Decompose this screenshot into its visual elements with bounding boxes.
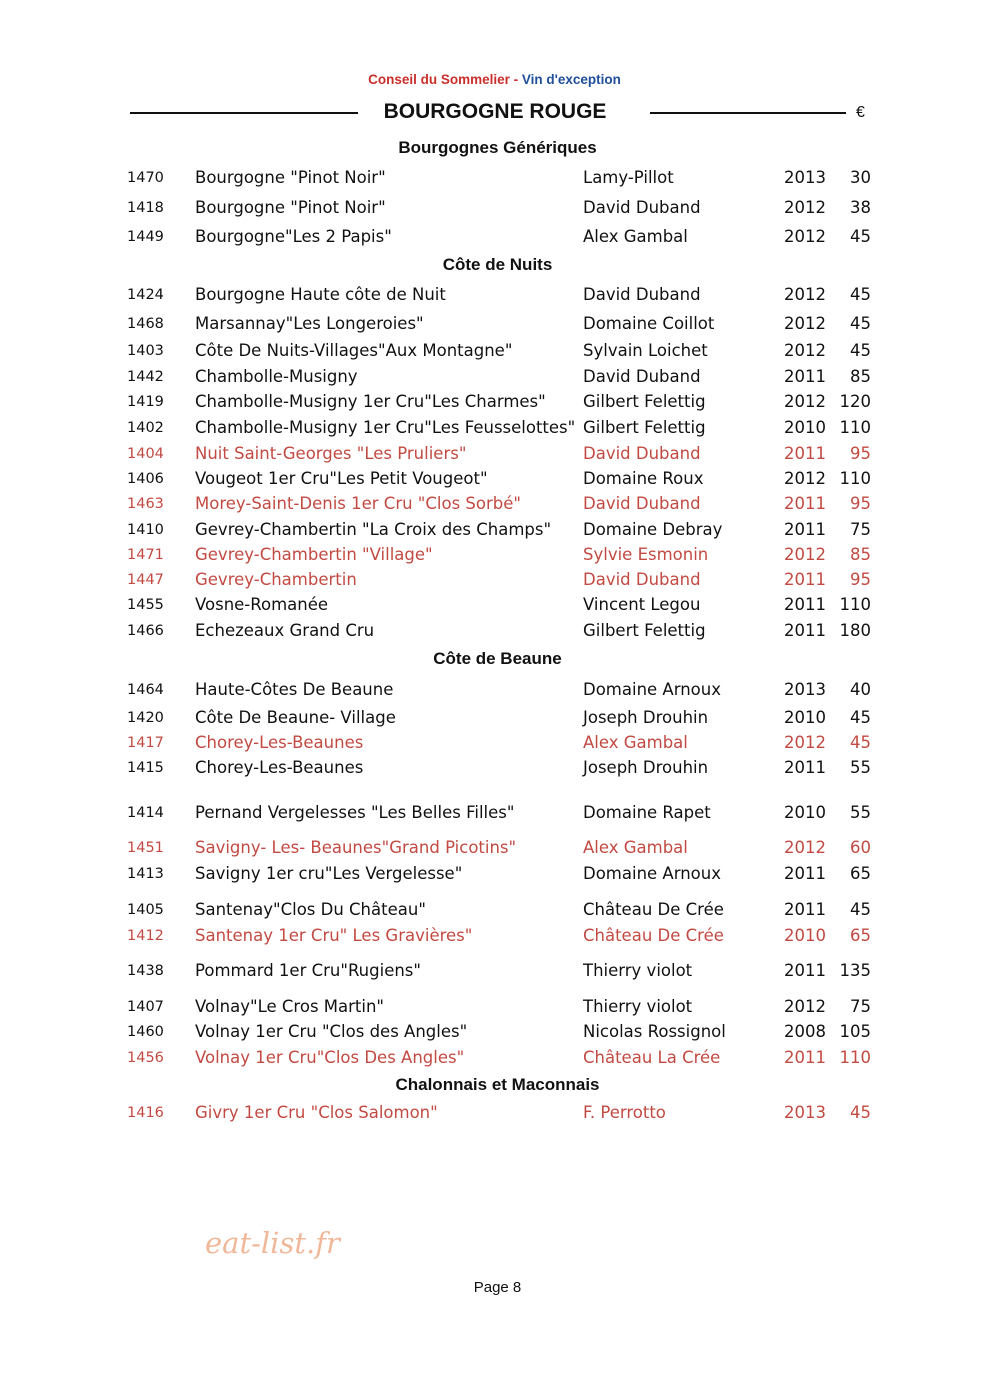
wine-row	[0, 926, 989, 948]
wine-ref: 1471	[127, 547, 164, 563]
wine-row	[0, 733, 989, 755]
wine-price: 45	[850, 733, 871, 752]
wine-year: 2012	[784, 341, 826, 360]
wine-producer: Lamy-Pillot	[583, 168, 674, 187]
wine-price: 65	[850, 926, 871, 945]
wine-ref: 1420	[127, 710, 164, 726]
wine-name: Marsannay"Les Longeroies"	[195, 314, 424, 333]
wine-producer: Domaine Arnoux	[583, 680, 721, 699]
wine-producer: Château La Crée	[583, 1048, 721, 1067]
wine-name: Santenay"Clos Du Château"	[195, 900, 426, 919]
wine-year: 2012	[784, 469, 826, 488]
wine-year: 2008	[784, 1022, 826, 1041]
title-rule-left	[130, 112, 358, 114]
wine-name: Bourgogne"Les 2 Papis"	[195, 227, 392, 246]
wine-producer: Domaine Roux	[583, 469, 704, 488]
wine-year: 2012	[784, 838, 826, 857]
wine-price: 110	[839, 469, 871, 488]
wine-year: 2011	[784, 570, 826, 589]
wine-year: 2012	[784, 314, 826, 333]
wine-year: 2011	[784, 864, 826, 883]
wine-row	[0, 900, 989, 922]
wine-year: 2013	[784, 1103, 826, 1122]
wine-price: 45	[850, 341, 871, 360]
wine-producer: Alex Gambal	[583, 733, 688, 752]
wine-price: 110	[839, 418, 871, 437]
wine-name: Bourgogne Haute côte de Nuit	[195, 285, 446, 304]
wine-year: 2012	[784, 997, 826, 1016]
wine-ref: 1407	[127, 999, 164, 1015]
wine-ref: 1460	[127, 1024, 164, 1040]
wine-year: 2011	[784, 444, 826, 463]
wine-year: 2011	[784, 367, 826, 386]
wine-row	[0, 367, 989, 389]
wine-row	[0, 341, 989, 363]
wine-name: Chambolle-Musigny	[195, 367, 358, 386]
wine-ref: 1404	[127, 446, 164, 462]
wine-ref: 1403	[127, 343, 164, 359]
wine-row	[0, 198, 989, 220]
wine-price: 30	[850, 168, 871, 187]
wine-ref: 1470	[127, 170, 164, 186]
wine-producer: Château De Crée	[583, 900, 724, 919]
wine-row	[0, 444, 989, 466]
wine-name: Gevrey-Chambertin	[195, 570, 357, 589]
wine-year: 2012	[784, 392, 826, 411]
wine-producer: Thierry violot	[583, 997, 693, 1016]
wine-row	[0, 469, 989, 491]
wine-producer: Domaine Arnoux	[583, 864, 721, 883]
wine-ref: 1424	[127, 287, 164, 303]
wine-row	[0, 570, 989, 592]
wine-ref: 1416	[127, 1105, 164, 1121]
wine-name: Vosne-Romanée	[195, 595, 329, 614]
wine-price: 38	[850, 198, 871, 217]
wine-price: 85	[850, 545, 871, 564]
section-title-cote-de-nuits: Côte de Nuits	[442, 255, 553, 274]
wine-ref: 1455	[127, 597, 164, 613]
wine-ref: 1442	[127, 369, 164, 385]
wine-ref: 1413	[127, 866, 164, 882]
wine-producer: David Duband	[583, 570, 701, 589]
wine-producer: David Duband	[583, 494, 701, 513]
wine-ref: 1468	[127, 316, 164, 332]
wine-name: Santenay 1er Cru" Les Gravières"	[195, 926, 473, 945]
wine-producer: Vincent Legou	[583, 595, 701, 614]
currency-label: €	[856, 104, 865, 121]
section-title-generiques: Bourgognes Génériques	[398, 138, 597, 157]
wine-year: 2011	[784, 520, 826, 539]
wine-row	[0, 621, 989, 643]
wine-year: 2013	[784, 168, 826, 187]
wine-ref: 1417	[127, 735, 164, 751]
wine-name: Gevrey-Chambertin "Village"	[195, 545, 433, 564]
wine-price: 65	[850, 864, 871, 883]
wine-name: Volnay"Le Cros Martin"	[195, 997, 385, 1016]
wine-year: 2010	[784, 803, 826, 822]
wine-row	[0, 418, 989, 440]
wine-year: 2011	[784, 961, 826, 980]
wine-producer: Sylvie Esmonin	[583, 545, 709, 564]
wine-ref: 1464	[127, 682, 164, 698]
wine-ref: 1402	[127, 420, 164, 436]
wine-name: Volnay 1er Cru"Clos Des Angles"	[195, 1048, 465, 1067]
wine-price: 45	[850, 227, 871, 246]
wine-price: 85	[850, 367, 871, 386]
wine-price: 40	[850, 680, 871, 699]
wine-year: 2011	[784, 595, 826, 614]
wine-name: Chambolle-Musigny 1er Cru"Les Charmes"	[195, 392, 546, 411]
wine-name: Echezeaux Grand Cru	[195, 621, 375, 640]
wine-name: Bourgogne "Pinot Noir"	[195, 168, 386, 187]
wine-name: Haute-Côtes De Beaune	[195, 680, 394, 699]
wine-row	[0, 595, 989, 617]
wine-price: 95	[850, 444, 871, 463]
wine-ref: 1415	[127, 760, 164, 776]
wine-ref: 1447	[127, 572, 164, 588]
wine-ref: 1414	[127, 805, 164, 821]
wine-row	[0, 1048, 989, 1070]
wine-year: 2012	[784, 285, 826, 304]
wine-row	[0, 803, 989, 825]
wine-producer: Domaine Debray	[583, 520, 723, 539]
watermark: eat-list.fr	[205, 1226, 340, 1260]
wine-producer: Nicolas Rossignol	[583, 1022, 726, 1041]
wine-row	[0, 961, 989, 983]
wine-ref: 1438	[127, 963, 164, 979]
wine-row	[0, 227, 989, 249]
wine-ref: 1456	[127, 1050, 164, 1066]
wine-name: Givry 1er Cru "Clos Salomon"	[195, 1103, 438, 1122]
title-rule-right	[650, 112, 846, 114]
wine-price: 110	[839, 595, 871, 614]
wine-producer: Château De Crée	[583, 926, 724, 945]
wine-producer: Joseph Drouhin	[583, 758, 709, 777]
wine-year: 2010	[784, 926, 826, 945]
wine-year: 2013	[784, 680, 826, 699]
wine-price: 95	[850, 494, 871, 513]
wine-name: Côte De Beaune- Village	[195, 708, 396, 727]
wine-name: Pommard 1er Cru"Rugiens"	[195, 961, 421, 980]
wine-name: Côte De Nuits-Villages"Aux Montagne"	[195, 341, 513, 360]
wine-price: 95	[850, 570, 871, 589]
page-number: Page 8	[473, 1279, 522, 1296]
wine-row	[0, 708, 989, 730]
wine-producer: David Duband	[583, 444, 701, 463]
wine-name: Nuit Saint-Georges "Les Pruliers"	[195, 444, 467, 463]
wine-year: 2011	[784, 1048, 826, 1067]
wine-name: Gevrey-Chambertin "La Croix des Champs"	[195, 520, 552, 539]
wine-producer: Joseph Drouhin	[583, 708, 709, 727]
wine-row	[0, 997, 989, 1019]
wine-name: Vougeot 1er Cru"Les Petit Vougeot"	[195, 469, 488, 488]
wine-producer: Gilbert Felettig	[583, 392, 706, 411]
wine-producer: Domaine Rapet	[583, 803, 711, 822]
wine-row	[0, 680, 989, 702]
wine-name: Chorey-Les-Beaunes	[195, 758, 364, 777]
page-title: BOURGOGNE ROUGE	[383, 100, 607, 123]
wine-year: 2010	[784, 708, 826, 727]
wine-year: 2012	[784, 545, 826, 564]
wine-name: Bourgogne "Pinot Noir"	[195, 198, 386, 217]
wine-name: Chorey-Les-Beaunes	[195, 733, 364, 752]
wine-year: 2010	[784, 418, 826, 437]
wine-price: 135	[839, 961, 871, 980]
wine-ref: 1406	[127, 471, 164, 487]
wine-year: 2011	[784, 900, 826, 919]
header-subtitle	[0, 72, 989, 87]
wine-producer: Alex Gambal	[583, 838, 688, 857]
wine-ref: 1419	[127, 394, 164, 410]
wine-price: 55	[850, 758, 871, 777]
wine-row	[0, 285, 989, 307]
wine-row	[0, 520, 989, 542]
wine-row	[0, 314, 989, 336]
wine-producer: David Duband	[583, 285, 701, 304]
wine-producer: F. Perrotto	[583, 1103, 666, 1122]
wine-ref: 1463	[127, 496, 164, 512]
wine-ref: 1466	[127, 623, 164, 639]
wine-producer: Alex Gambal	[583, 227, 688, 246]
wine-year: 2011	[784, 494, 826, 513]
wine-row	[0, 392, 989, 414]
wine-name: Pernand Vergelesses "Les Belles Filles"	[195, 803, 515, 822]
wine-name: Savigny- Les- Beaunes"Grand Picotins"	[195, 838, 517, 857]
wine-row	[0, 168, 989, 190]
wine-price: 45	[850, 708, 871, 727]
wine-producer: Gilbert Felettig	[583, 418, 706, 437]
wine-producer: David Duband	[583, 198, 701, 217]
brand-red-text: Conseil du Sommelier -	[368, 72, 519, 87]
wine-price: 75	[850, 997, 871, 1016]
wine-ref: 1451	[127, 840, 164, 856]
wine-price: 75	[850, 520, 871, 539]
wine-price: 110	[839, 1048, 871, 1067]
wine-price: 45	[850, 285, 871, 304]
section-title-chalonnais: Chalonnais et Maconnais	[395, 1075, 600, 1094]
wine-row	[0, 1103, 989, 1125]
wine-ref: 1410	[127, 522, 164, 538]
wine-producer: Sylvain Loichet	[583, 341, 708, 360]
wine-row	[0, 545, 989, 567]
wine-year: 2012	[784, 227, 826, 246]
wine-row	[0, 838, 989, 860]
wine-year: 2012	[784, 733, 826, 752]
wine-producer: Gilbert Felettig	[583, 621, 706, 640]
wine-name: Chambolle-Musigny 1er Cru"Les Feusselottes"	[195, 418, 576, 437]
wine-ref: 1449	[127, 229, 164, 245]
wine-price: 120	[839, 392, 871, 411]
wine-row	[0, 864, 989, 886]
wine-price: 105	[839, 1022, 871, 1041]
wine-price: 45	[850, 900, 871, 919]
brand-blue-text: Vin d'exception	[521, 72, 621, 87]
wine-ref: 1418	[127, 200, 164, 216]
wine-price: 60	[850, 838, 871, 857]
wine-year: 2011	[784, 758, 826, 777]
wine-name: Volnay 1er Cru "Clos des Angles"	[195, 1022, 468, 1041]
wine-price: 180	[839, 621, 871, 640]
wine-ref: 1405	[127, 902, 164, 918]
wine-producer: Thierry violot	[583, 961, 693, 980]
section-title-cote-de-beaune: Côte de Beaune	[433, 649, 562, 668]
wine-price: 55	[850, 803, 871, 822]
wine-name: Morey-Saint-Denis 1er Cru "Clos Sorbé"	[195, 494, 522, 513]
wine-producer: Domaine Coillot	[583, 314, 715, 333]
wine-year: 2012	[784, 198, 826, 217]
wine-year: 2011	[784, 621, 826, 640]
wine-price: 45	[850, 314, 871, 333]
wine-producer: David Duband	[583, 367, 701, 386]
wine-row	[0, 758, 989, 780]
wine-row	[0, 494, 989, 516]
wine-name: Savigny 1er cru"Les Vergelesse"	[195, 864, 463, 883]
wine-price: 45	[850, 1103, 871, 1122]
wine-row	[0, 1022, 989, 1044]
wine-ref: 1412	[127, 928, 164, 944]
